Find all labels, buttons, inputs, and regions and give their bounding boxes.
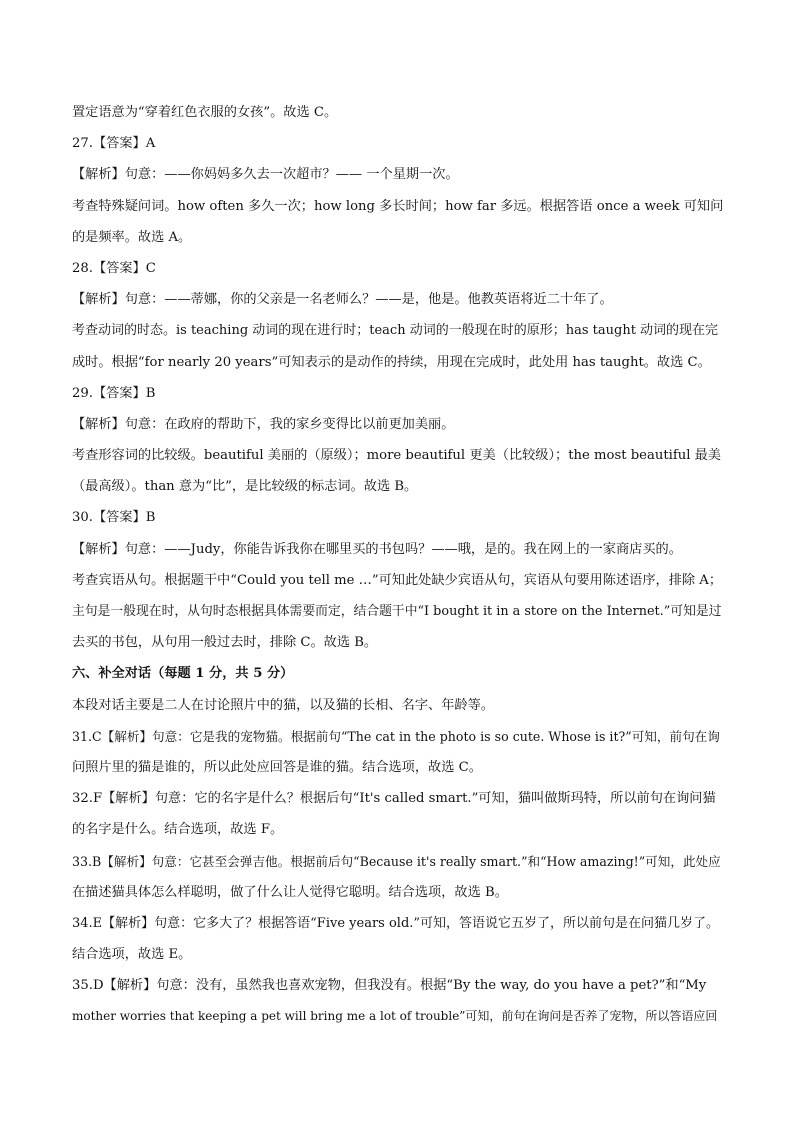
text-line: 问照片里的猫是谁的，所以此处应回答是谁的猫。结合选项，故选 C。 bbox=[72, 759, 482, 775]
text-line: 考查动词的时态。is teaching 动词的现在进行时；teach 动词的一般现在时的原形；has taught 动词的现在完 bbox=[72, 323, 719, 339]
text-line: 【解析】句意：——Judy，你能告诉我你在哪里买的书包吗？——哦，是的。我在网上的一家商店买的。 bbox=[72, 541, 682, 557]
section-heading: 六、补全对话（每题 1 分，共 5 分） bbox=[72, 666, 294, 682]
text-line: 32.F【解析】句意：它的名字是什么？根据后句“It's called smart.”可知，猫叫做斯玛特，所以前句在询问猫 bbox=[72, 791, 716, 807]
text-line: 结合选项，故选 E。 bbox=[72, 947, 192, 963]
text-line: 的是频率。故选 A。 bbox=[72, 229, 192, 245]
text-line: 主句是一般现在时，从句时态根据具体需要而定，结合题干中“I bought it in a store on the Internet.”可知是过 bbox=[72, 604, 722, 619]
text-line: 考查特殊疑问词。how often 多久一次；how long 多长时间；how far 多远。根据答语 once a week 可知问 bbox=[72, 198, 724, 214]
text-line: 29.【答案】B bbox=[72, 385, 156, 401]
text-line: 34.E【解析】句意：它多大了？根据答语“Five years old.”可知，答语说它五岁了，所以前句是在问猫几岁了。 bbox=[72, 915, 720, 931]
text-line: （最高级）。than 意为“比”，是比较级的标志词。故选 B。 bbox=[72, 479, 418, 495]
document-page bbox=[72, 97, 724, 1033]
text-line: 28.【答案】C bbox=[72, 260, 156, 276]
text-line: mother worries that keeping a pet will bring me a lot of trouble”可知，前句在询问是否养了宠物，所以答语应回 bbox=[72, 1009, 718, 1024]
text-line: 置定语意为“穿着红色衣服的女孩”。故选 C。 bbox=[72, 105, 338, 120]
text-line: 33.B【解析】句意：它甚至会弹吉他。根据前后句“Because it's really smart.”和“How amazing!”可知，此处应 bbox=[72, 853, 721, 869]
text-line: 成时。根据“for nearly 20 years”可知表示的是动作的持续，用现在完成时，此处用 has taught。故选 C。 bbox=[72, 354, 711, 370]
text-line: 35.D【解析】句意：没有，虽然我也喜欢宠物，但我没有。根据“By the way, do you have a pet?”和“My bbox=[72, 978, 707, 994]
text-line: 的名字是什么。结合选项，故选 F。 bbox=[72, 822, 284, 838]
text-line: 【解析】句意：——你妈妈多久去一次超市？—— 一个星期一次。 bbox=[72, 167, 459, 183]
text-line: 考查宾语从句。根据题干中“Could you tell me …”可知此处缺少宾语从句，宾语从句要用陈述语序，排除 A； bbox=[72, 572, 723, 588]
text-line: 【解析】句意：在政府的帮助下，我的家乡变得比以前更加美丽。 bbox=[72, 416, 455, 432]
text-line: 【解析】句意：——蒂娜，你的父亲是一名老师么？——是，他是。他教英语将近二十年了。 bbox=[72, 292, 613, 308]
text-line: 在描述猫具体怎么样聪明，做了什么让人觉得它聪明。结合选项，故选 B。 bbox=[72, 884, 508, 900]
text-line: 31.C【解析】句意：它是我的宠物猫。根据前句“The cat in the photo is so cute. Whose is it?”可知，前句在询 bbox=[72, 728, 720, 744]
text-line: 30.【答案】B bbox=[72, 510, 156, 526]
text-line: 去买的书包，从句用一般过去时，排除 C。故选 B。 bbox=[72, 635, 378, 651]
text-line: 27.【答案】A bbox=[72, 136, 156, 152]
text-line: 考查形容词的比较级。beautiful 美丽的（原级）；more beautiful 更美（比较级）；the most beautiful 最美 bbox=[72, 448, 721, 464]
text-line: 本段对话主要是二人在讨论照片中的猫，以及猫的长相、名字、年龄等。 bbox=[72, 697, 494, 713]
